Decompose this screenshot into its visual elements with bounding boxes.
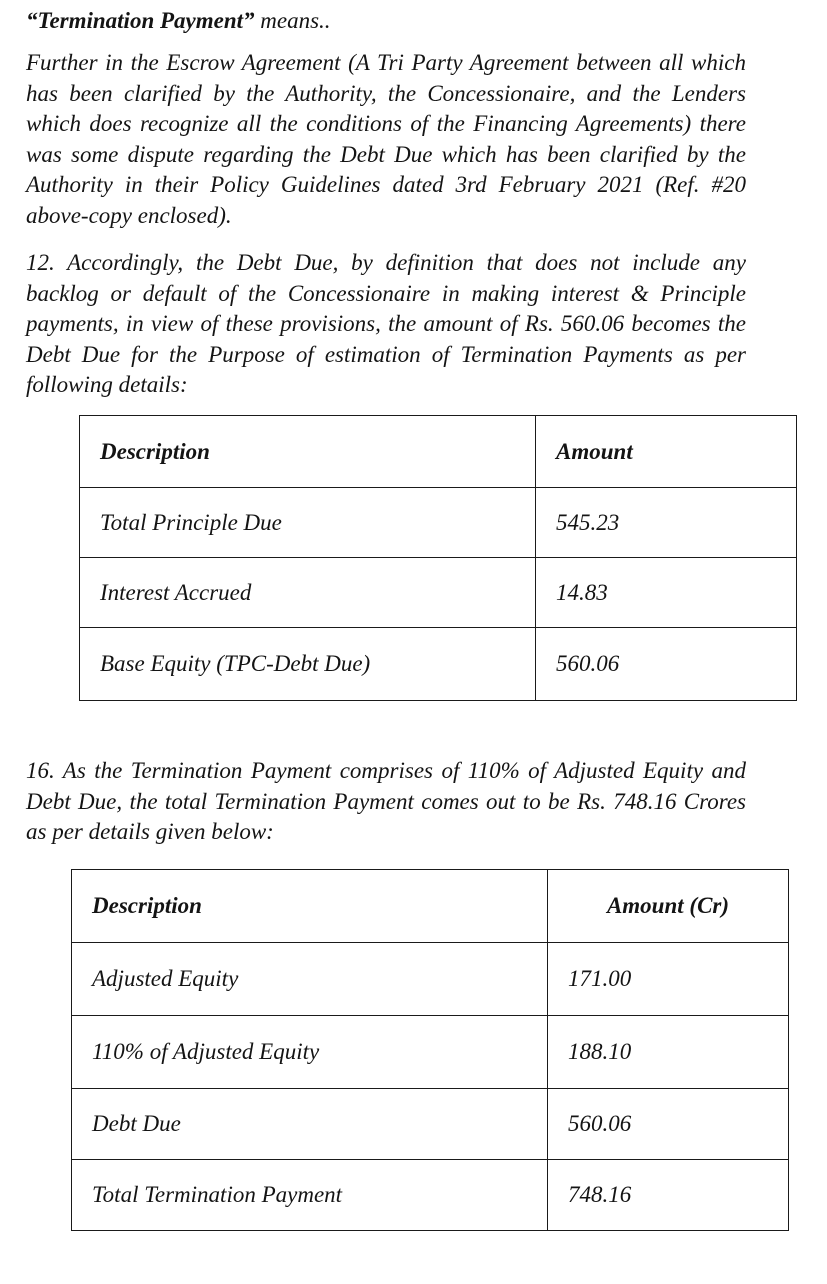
table-header-row [80,416,797,488]
termination-payment-table [71,869,789,1231]
debt-due-table [79,415,797,701]
table-row [72,1089,789,1160]
paragraph-16: 16. As the Termination Payment comprises of 110% of Adjusted Equity and Debt Due, the total Termination Payment comes out to be Rs. 748.16 Crores as per details given below: [26,758,746,844]
table-header-row [72,870,789,943]
row-description: 110% of Adjusted Equity [72,1016,548,1089]
column-header-amount: Amount [536,416,797,488]
defined-term: “Termination Payment” [26,8,255,33]
column-header-description: Description [80,416,536,488]
table-row [80,488,797,558]
column-header-amount-cr: Amount (Cr) [548,870,789,943]
table-row [80,628,797,701]
row-amount: 14.83 [536,558,797,628]
paragraph-12: 12. Accordingly, the Debt Due, by definition that does not include any backlog or default of the Concessionaire in making interest & Principle payments, in view of these provisions, the amount of Rs. 560.06 becomes the Debt Due for the Purpose of estimation of Termination Payments as per following details: [26,250,746,397]
row-amount: 560.06 [536,628,797,701]
escrow-paragraph: Further in the Escrow Agreement (A Tri Party Agreement between all which has been clarified by the Authority, the Concessionaire, and the Lenders which does recognize all the conditions of the Financing Agreements) there was some dispute regarding the Debt Due which has been clarified by the Authority in their Policy Guidelines dated 3rd February 2021 (Ref. #20 above-copy enclosed). [26,50,746,228]
row-description: Interest Accrued [80,558,536,628]
table-row [72,1016,789,1089]
row-description: Total Principle Due [80,488,536,558]
row-description: Base Equity (TPC-Debt Due) [80,628,536,701]
table-row [72,943,789,1016]
table-row [72,1160,789,1231]
row-amount: 560.06 [548,1089,789,1160]
section-heading [26,6,331,36]
row-description: Adjusted Equity [72,943,548,1016]
heading-suffix: means.. [254,8,331,33]
row-description: Total Termination Payment [72,1160,548,1231]
column-header-description: Description [72,870,548,943]
table-row [80,558,797,628]
row-amount: 188.10 [548,1016,789,1089]
row-description: Debt Due [72,1089,548,1160]
row-amount: 748.16 [548,1160,789,1231]
row-amount: 171.00 [548,943,789,1016]
row-amount: 545.23 [536,488,797,558]
